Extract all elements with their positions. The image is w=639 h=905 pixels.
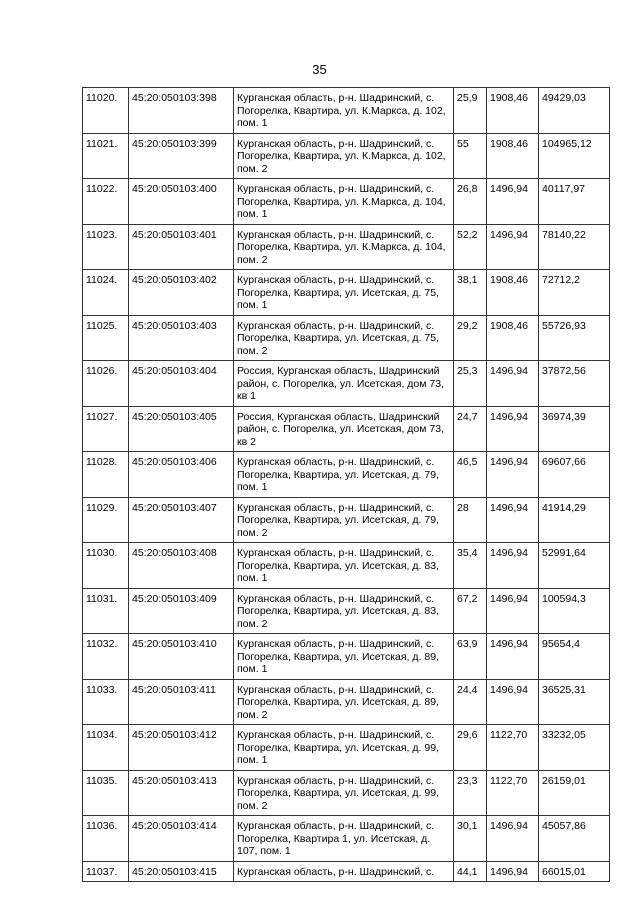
address-cell: Курганская область, р-н. Шадринский, с. Погорелка, Квартира, ул. К.Маркса, д. 104, пом. 2: [234, 224, 454, 270]
address-cell: Курганская область, р-н. Шадринский, с. Погорелка, Квартира, ул. Исетская, д. 89, пом. 2: [234, 679, 454, 725]
table-row: [83, 634, 610, 680]
table-row: [83, 497, 610, 543]
cost-cell: 104965,12: [539, 133, 610, 179]
area-cell: 63,9: [454, 634, 487, 680]
row-number-cell: 11036.: [83, 816, 129, 862]
rate-cell: 1908,46: [487, 270, 539, 316]
address-cell: Курганская область, р-н. Шадринский, с. Погорелка, Квартира, ул. Исетская, д. 75, пом. 2: [234, 315, 454, 361]
cost-cell: 55726,93: [539, 315, 610, 361]
cadastral-number-cell: 45:20:050103:412: [129, 725, 234, 771]
row-number-cell: 11035.: [83, 770, 129, 816]
table-row: [83, 88, 610, 134]
cost-cell: 52991,64: [539, 543, 610, 589]
table-row: [83, 133, 610, 179]
cost-cell: 66015,01: [539, 861, 610, 882]
rate-cell: 1496,94: [487, 634, 539, 680]
rate-cell: 1908,46: [487, 88, 539, 134]
area-cell: 44,1: [454, 861, 487, 882]
cadastral-number-cell: 45:20:050103:411: [129, 679, 234, 725]
rate-cell: 1496,94: [487, 816, 539, 862]
row-number-cell: 11024.: [83, 270, 129, 316]
table-row: [83, 224, 610, 270]
cadastral-number-cell: 45:20:050103:399: [129, 133, 234, 179]
rate-cell: 1496,94: [487, 861, 539, 882]
row-number-cell: 11037.: [83, 861, 129, 882]
area-cell: 26,8: [454, 179, 487, 225]
cost-cell: 41914,29: [539, 497, 610, 543]
address-cell: Курганская область, р-н. Шадринский, с. Погорелка, Квартира, ул. К.Маркса, д. 104, пом. 1: [234, 179, 454, 225]
cadastral-number-cell: 45:20:050103:400: [129, 179, 234, 225]
area-cell: 67,2: [454, 588, 487, 634]
table-row: [83, 315, 610, 361]
row-number-cell: 11031.: [83, 588, 129, 634]
area-cell: 35,4: [454, 543, 487, 589]
rate-cell: 1496,94: [487, 679, 539, 725]
row-number-cell: 11030.: [83, 543, 129, 589]
area-cell: 46,5: [454, 452, 487, 498]
table-row: [83, 588, 610, 634]
table-row: [83, 406, 610, 452]
address-cell: Курганская область, р-н. Шадринский, с. Погорелка, Квартира, ул. Исетская, д. 83, пом. 2: [234, 588, 454, 634]
cadastral-number-cell: 45:20:050103:404: [129, 361, 234, 407]
row-number-cell: 11028.: [83, 452, 129, 498]
cost-cell: 45057,86: [539, 816, 610, 862]
table-row: [83, 270, 610, 316]
cadastral-number-cell: 45:20:050103:409: [129, 588, 234, 634]
cost-cell: 26159,01: [539, 770, 610, 816]
table-row: [83, 770, 610, 816]
address-cell: Курганская область, р-н. Шадринский, с. Погорелка, Квартира, ул. Исетская, д. 99, пом. 2: [234, 770, 454, 816]
table-row: [83, 361, 610, 407]
table-row: [83, 679, 610, 725]
cost-cell: 33232,05: [539, 725, 610, 771]
row-number-cell: 11029.: [83, 497, 129, 543]
address-cell: Курганская область, р-н. Шадринский, с. Погорелка, Квартира, ул. Исетская, д. 83, пом. 1: [234, 543, 454, 589]
table-row: [83, 452, 610, 498]
rate-cell: 1496,94: [487, 543, 539, 589]
address-cell: Курганская область, р-н. Шадринский, с. Погорелка, Квартира 1, ул. Исетская, д. 107, пом. 1: [234, 816, 454, 862]
cadastral-number-cell: 45:20:050103:406: [129, 452, 234, 498]
area-cell: 55: [454, 133, 487, 179]
cost-cell: 72712,2: [539, 270, 610, 316]
cost-cell: 36974,39: [539, 406, 610, 452]
cadastral-number-cell: 45:20:050103:413: [129, 770, 234, 816]
rate-cell: 1496,94: [487, 179, 539, 225]
row-number-cell: 11027.: [83, 406, 129, 452]
area-cell: 28: [454, 497, 487, 543]
table-row: [83, 816, 610, 862]
row-number-cell: 11023.: [83, 224, 129, 270]
cost-cell: 78140,22: [539, 224, 610, 270]
page-number: 35: [312, 62, 327, 77]
address-cell: Россия, Курганская область, Шадринский район, с. Погорелка, ул. Исетская, дом 73, кв 1: [234, 361, 454, 407]
table-row: [83, 543, 610, 589]
property-table: [82, 87, 610, 882]
cadastral-number-cell: 45:20:050103:401: [129, 224, 234, 270]
cadastral-number-cell: 45:20:050103:405: [129, 406, 234, 452]
cost-cell: 37872,56: [539, 361, 610, 407]
area-cell: 23,3: [454, 770, 487, 816]
address-cell: Курганская область, р-н. Шадринский, с. Погорелка, Квартира, ул. Исетская, д. 99, пом. 1: [234, 725, 454, 771]
cost-cell: 69607,66: [539, 452, 610, 498]
area-cell: 24,7: [454, 406, 487, 452]
address-cell: Курганская область, р-н. Шадринский, с. Погорелка, Квартира, ул. Исетская, д. 79, пом. 2: [234, 497, 454, 543]
rate-cell: 1496,94: [487, 497, 539, 543]
rate-cell: 1908,46: [487, 133, 539, 179]
cadastral-number-cell: 45:20:050103:410: [129, 634, 234, 680]
cost-cell: 100594,3: [539, 588, 610, 634]
row-number-cell: 11033.: [83, 679, 129, 725]
row-number-cell: 11022.: [83, 179, 129, 225]
rate-cell: 1496,94: [487, 224, 539, 270]
area-cell: 29,6: [454, 725, 487, 771]
rate-cell: 1122,70: [487, 725, 539, 771]
rate-cell: 1908,46: [487, 315, 539, 361]
cadastral-number-cell: 45:20:050103:402: [129, 270, 234, 316]
rate-cell: 1496,94: [487, 361, 539, 407]
cost-cell: 36525,31: [539, 679, 610, 725]
area-cell: 25,3: [454, 361, 487, 407]
address-cell: Курганская область, р-н. Шадринский, с. Погорелка, Квартира, ул. Исетская, д. 89, пом. 1: [234, 634, 454, 680]
rate-cell: 1122,70: [487, 770, 539, 816]
table-body: [83, 88, 610, 882]
rate-cell: 1496,94: [487, 452, 539, 498]
address-cell: Курганская область, р-н. Шадринский, с. Погорелка, Квартира, ул. Исетская, д. 75, пом. 1: [234, 270, 454, 316]
row-number-cell: 11034.: [83, 725, 129, 771]
cadastral-number-cell: 45:20:050103:415: [129, 861, 234, 882]
area-cell: 30,1: [454, 816, 487, 862]
row-number-cell: 11021.: [83, 133, 129, 179]
row-number-cell: 11026.: [83, 361, 129, 407]
cadastral-number-cell: 45:20:050103:403: [129, 315, 234, 361]
cadastral-number-cell: 45:20:050103:408: [129, 543, 234, 589]
table-row: [83, 861, 610, 882]
cost-cell: 95654,4: [539, 634, 610, 680]
address-cell: Курганская область, р-н. Шадринский, с. Погорелка, Квартира, ул. Исетская, д. 79, пом. 1: [234, 452, 454, 498]
rate-cell: 1496,94: [487, 406, 539, 452]
cadastral-number-cell: 45:20:050103:414: [129, 816, 234, 862]
area-cell: 24,4: [454, 679, 487, 725]
area-cell: 52,2: [454, 224, 487, 270]
address-cell: Курганская область, р-н. Шадринский, с.: [234, 861, 454, 882]
row-number-cell: 11025.: [83, 315, 129, 361]
row-number-cell: 11020.: [83, 88, 129, 134]
area-cell: 38,1: [454, 270, 487, 316]
cost-cell: 49429,03: [539, 88, 610, 134]
rate-cell: 1496,94: [487, 588, 539, 634]
address-cell: Курганская область, р-н. Шадринский, с. Погорелка, Квартира, ул. К.Маркса, д. 102, пом. 1: [234, 88, 454, 134]
table-row: [83, 179, 610, 225]
cadastral-number-cell: 45:20:050103:407: [129, 497, 234, 543]
cost-cell: 40117,97: [539, 179, 610, 225]
area-cell: 25,9: [454, 88, 487, 134]
cadastral-number-cell: 45:20:050103:398: [129, 88, 234, 134]
area-cell: 29,2: [454, 315, 487, 361]
table-row: [83, 725, 610, 771]
address-cell: Курганская область, р-н. Шадринский, с. Погорелка, Квартира, ул. К.Маркса, д. 102, пом. 2: [234, 133, 454, 179]
row-number-cell: 11032.: [83, 634, 129, 680]
address-cell: Россия, Курганская область, Шадринский район, с. Погорелка, ул. Исетская, дом 73, кв 2: [234, 406, 454, 452]
